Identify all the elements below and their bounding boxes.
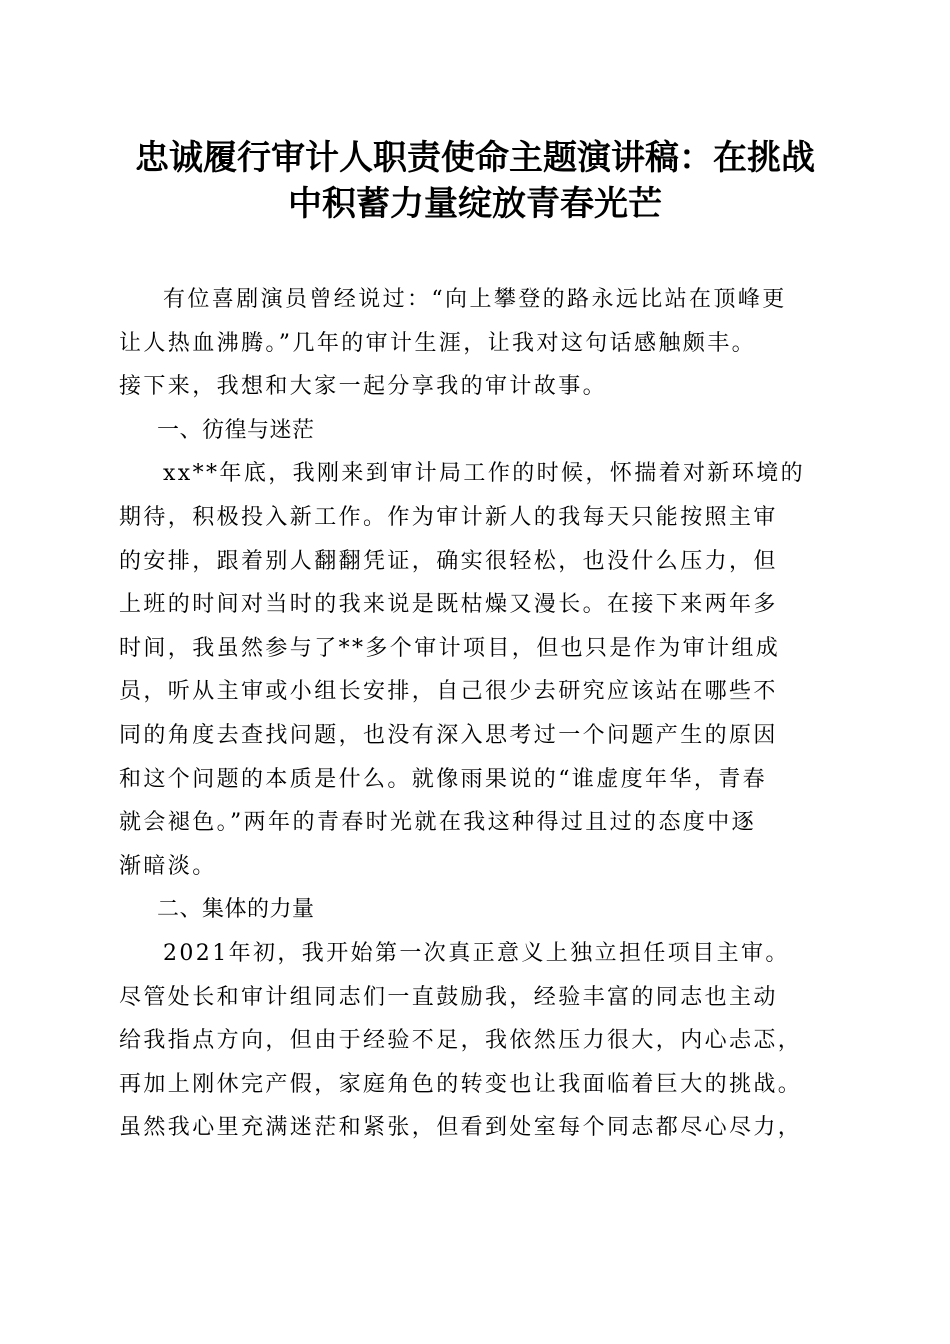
text-line: 同的角度去查找问题，也没有深入思考过一个问题产生的原因 (119, 722, 778, 748)
text-line: 员，听从主审或小组长安排，自己很少去研究应该站在哪些不 (119, 679, 778, 705)
text-line: 上班的时间对当时的我来说是既枯燥又漫长。在接下来两年多 (119, 592, 778, 618)
section1-paragraph (119, 452, 839, 888)
text-line: 给我指点方向，但由于经验不足，我依然压力很大，内心忐忑， (119, 1028, 803, 1054)
text-line: 2021年初，我开始第一次真正意义上独立担任项目主审。 (163, 940, 790, 966)
text-line: 和这个问题的本质是什么。就像雨果说的“谁虚度年华，青春 (119, 766, 768, 792)
document-body (119, 278, 839, 1150)
text-line: 有位喜剧演员曾经说过：“向上攀登的路永远比站在顶峰更 (163, 287, 787, 312)
text-line: 让人热血沸腾。”几年的审计生涯，让我对这句话感触颇丰。 (119, 330, 757, 356)
section-heading-2: 二、集体的力量 (157, 897, 315, 923)
intro-paragraph (119, 278, 839, 409)
text-line: 时间，我虽然参与了**多个审计项目，但也只是作为审计组成 (119, 635, 781, 661)
text-line: xx**年底，我刚来到审计局工作的时候，怀揣着对新环境的 (163, 461, 806, 487)
text-line: 渐暗淡。 (119, 853, 217, 879)
text-line: 尽管处长和审计组同志们一直鼓励我，经验丰富的同志也主动 (119, 984, 778, 1010)
text-line: 再加上刚休完产假，家庭角色的转变也让我面临着巨大的挑战。 (119, 1071, 803, 1097)
document-title (100, 135, 850, 227)
text-line: 期待，积极投入新工作。作为审计新人的我每天只能按照主审 (119, 504, 778, 530)
text-line: 虽然我心里充满迷茫和紧张，但看到处室每个同志都尽心尽力， (119, 1115, 803, 1141)
section2-paragraph (119, 932, 839, 1150)
title-line-2: 中积蓄力量绽放青春光芒 (288, 184, 662, 224)
text-line: 接下来，我想和大家一起分享我的审计故事。 (119, 374, 608, 400)
text-line: 的安排，跟着别人翻翻凭证，确实很轻松，也没什么压力，但 (119, 548, 778, 574)
title-line-1: 忠诚履行审计人职责使命主题演讲稿：在挑战 (135, 138, 815, 178)
section-heading-1: 一、彷徨与迷茫 (157, 417, 315, 443)
text-line: 就会褪色。”两年的青春时光就在我这种得过且过的态度中逐 (119, 810, 757, 836)
